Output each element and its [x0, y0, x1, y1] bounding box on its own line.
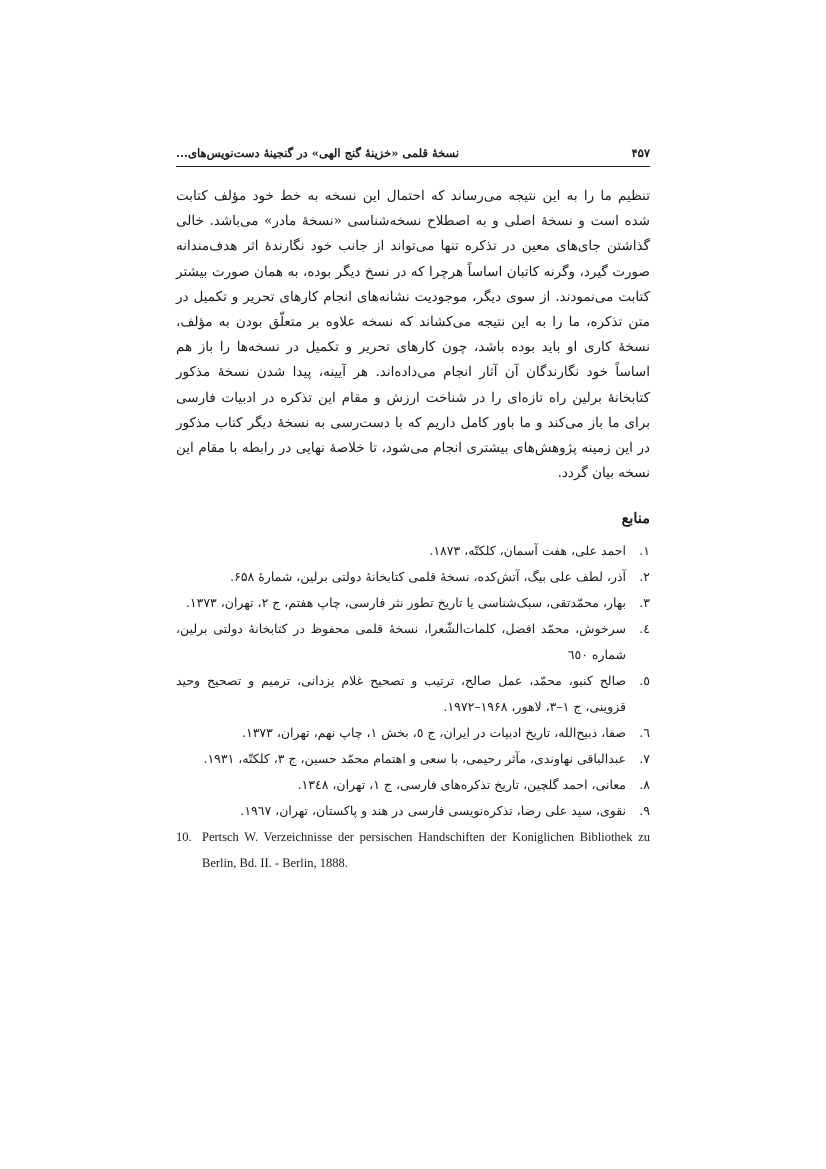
reference-number: ۳. [639, 595, 650, 610]
reference-number: ۲. [639, 569, 650, 584]
reference-item [176, 720, 650, 746]
reference-text: سرخوش، محمّد افضل، کلمات‌الشّعرا، نسخهٔ قلمی محفوظ در کتابخانهٔ دولتی برلین، شماره ٦٥٠ [176, 621, 626, 662]
reference-number: ٦. [639, 725, 650, 740]
reference-item [176, 824, 650, 876]
reference-text: بهار، محمّدتقی، سبک‌شناسی یا تاریخ تطور نثر فارسی، چاپ هفتم، ج ۲، تهران، ۱۳۷۳. [185, 595, 626, 610]
body-paragraph: تنظیم ما را به این نتیجه می‌رساند که احتمال این نسخه به خط خود مؤلف کتابت شده است و نسخهٔ اصلی و به اصطلاح نسخه‌شناسی «نسخهٔ مادر» می‌باشد. خالی گذاشتن جای‌های معین در تذکره تنها می‌تواند از جانب خود نگارندهٔ اثر هدف‌مندانه صورت گیرد، وگرنه کاتبان اساساً هرچرا که در نسخ دیگر بوده، به همان صورت بیشتر کتابت می‌نمودند. از سوی دیگر، موجودیت نشانه‌های انجام کارهای تحریر و تکمیل در متن تذکره، ما را به این نتیجه می‌کشاند که نسخه علاوه بر متعلّق بودن به مؤلف، نسخهٔ کاری او باید بوده باشد، چون کارهای تحریر و تکمیل در نسخه‌ها را باز هم اساساً خود نگارندگان آن آثار انجام می‌داده‌اند. هر آیینه، پیدا شدن نسخهٔ مذکور کتابخانهٔ برلین راه تازه‌ای را در شناخت ارزش و مقام این تذکره در ادبیات فارسی برای ما باز می‌کند و ما باور کامل داریم که با دست‌رسی به نسخهٔ دیگر کتاب مذکور در این زمینه پژوهش‌های بیشتری انجام می‌شود، تا خلاصهٔ نهایی در رابطه با مقام این نسخه بیان گردد. [176, 188, 650, 482]
running-title: نسخهٔ قلمی «خزینهٔ گنج الهی» در گنجینهٔ دست‌نویس‌های... [176, 146, 460, 160]
reference-item [176, 772, 650, 798]
page-number: ۴۵۷ [631, 146, 650, 160]
reference-text: صفا، ذبیح‌الله، تاریخ ادبیات در ایران، ج ٥، بخش ۱، چاپ نهم، تهران، ۱۳۷۳. [242, 725, 626, 740]
reference-text: عبدالباقی نهاوندی، مآثر رحیمی، با سعی و اهتمام محمّد حسین، ج ۳، کلکتّه، ۱۹۳۱. [203, 751, 626, 766]
reference-text: Pertsch W. Verzeichnisse der persischen Handschiften der Koniglichen Bibliothek zu Berlin, Bd. II. - Berlin, 1888. [202, 830, 650, 870]
reference-item [176, 668, 650, 720]
reference-text: معانی، احمد گلچین، تاریخ تذکره‌های فارسی، ج ۱، تهران، ۱۳٤۸. [297, 777, 626, 792]
reference-item [176, 590, 650, 616]
header-rule [176, 166, 650, 167]
reference-number: ٤. [639, 621, 650, 636]
reference-text: صالح کنبو، محمّد، عمل صالح، ترتیب و تصحیح غلام یزدانی، ترمیم و تصحیح وحید قزوینی، ج ۱–۳، لاهور، ۱۹۶۸–۱۹۷۲. [176, 673, 626, 714]
running-header [176, 140, 650, 166]
reference-item [176, 538, 650, 564]
reference-item [176, 564, 650, 590]
reference-text: نقوی، سید علی رضا، تذکره‌نویسی فارسی در هند و پاکستان، تهران، ۱۹٦۷. [240, 803, 626, 818]
reference-item [176, 798, 650, 824]
references-heading: منابع [621, 510, 650, 527]
document-page [176, 140, 650, 920]
reference-number: ۱. [639, 543, 650, 558]
reference-number: ۹. [639, 803, 650, 818]
references-list [176, 538, 650, 876]
reference-number: ۷. [639, 751, 650, 766]
reference-item [176, 746, 650, 772]
reference-number: ٥. [639, 673, 650, 688]
reference-number: ۸. [639, 777, 650, 792]
reference-text: احمد علی، هفت آسمان، کلکتّه، ۱۸۷۳. [429, 543, 626, 558]
reference-number: 10. [176, 830, 192, 844]
reference-item [176, 616, 650, 668]
reference-text: آذر، لطف علی بیگ، آتش‌کده، نسخهٔ قلمی کتابخانهٔ دولتی برلین، شمارهٔ ۶۵۸. [230, 569, 626, 584]
